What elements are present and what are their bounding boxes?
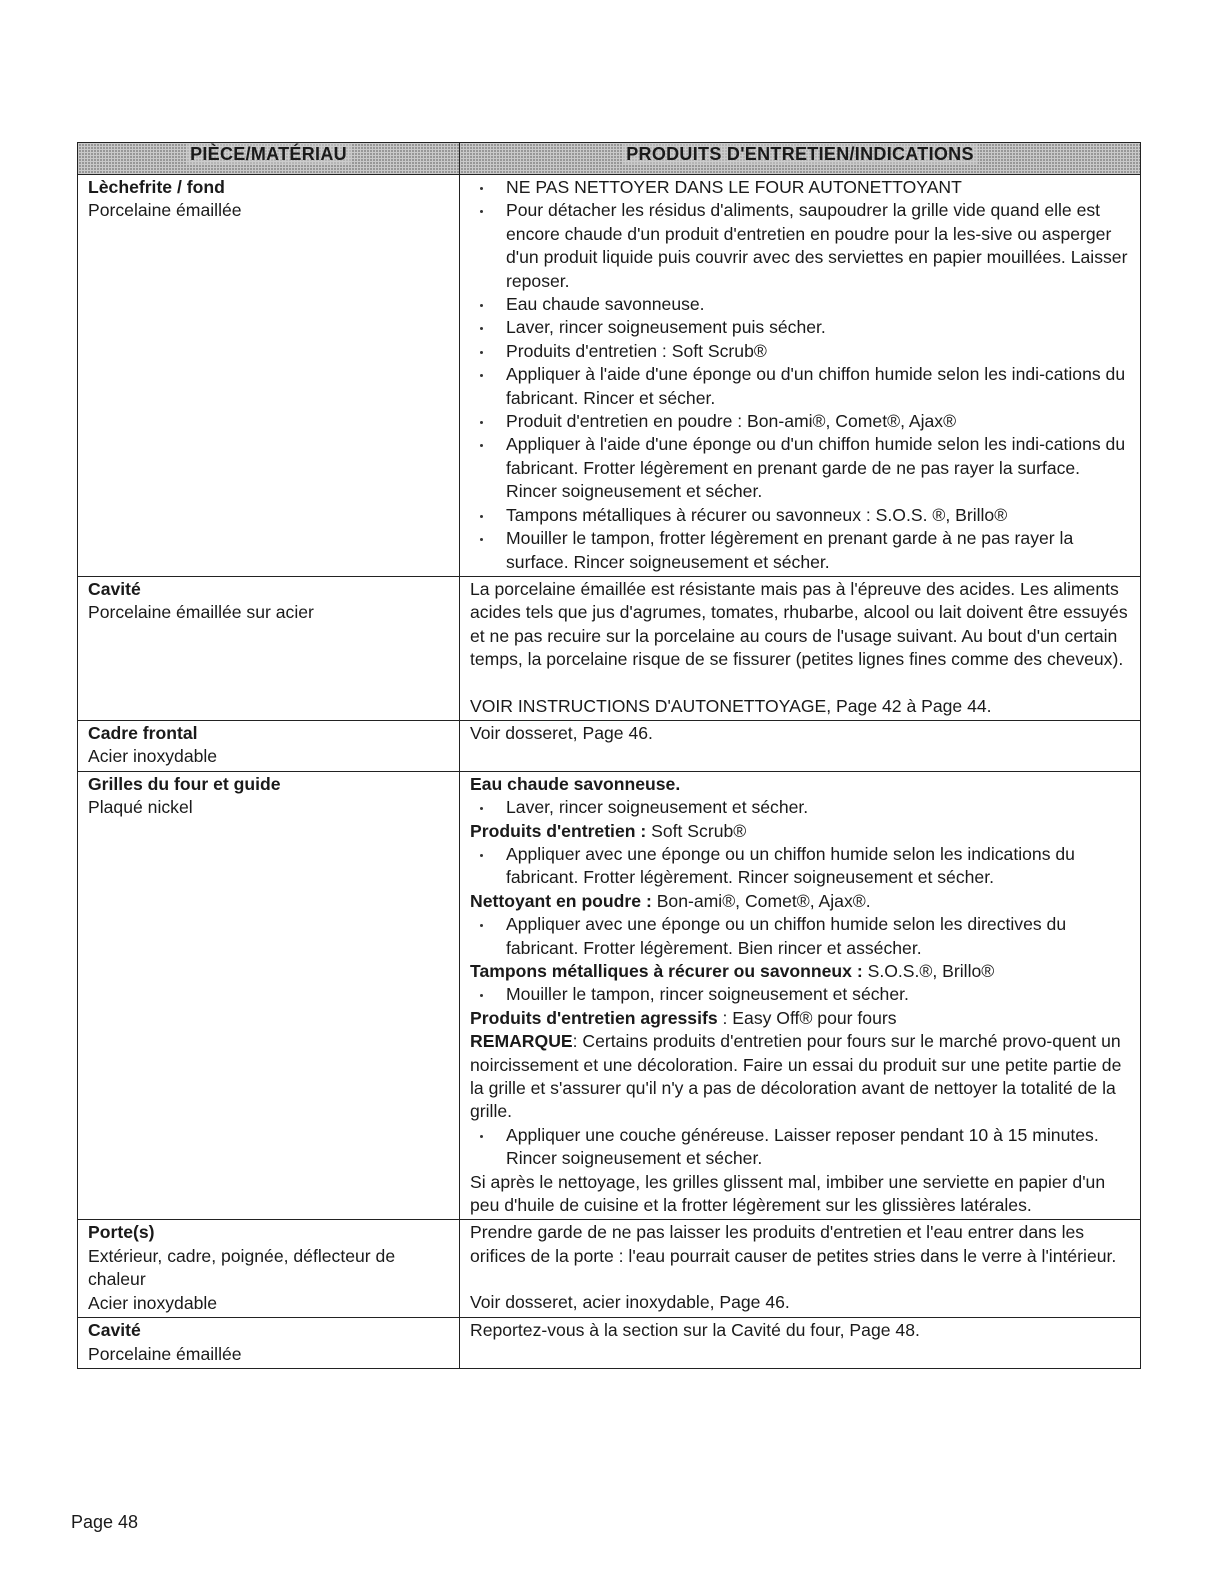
section-heading: Eau chaude savonneuse.: [470, 773, 681, 794]
table-row: [78, 720, 1141, 771]
list-item: Mouiller le tampon, frotter légèrement en prenant garde à ne pas rayer la surface. Rincer soigneusement et sécher.: [470, 527, 1132, 574]
instruction-paragraph: Voir dosseret, acier inoxydable, Page 46.: [470, 1292, 790, 1313]
instructions-cell: [460, 1220, 1141, 1318]
table-row: [78, 576, 1141, 720]
table-row: [78, 175, 1141, 577]
section-heading: Tampons métalliques à récurer ou savonneux : S.O.S.®, Brillo®: [470, 961, 995, 981]
instructions-cell: [460, 771, 1141, 1220]
instruction-paragraph: La porcelaine émaillée est résistante mais pas à l'épreuve des acides. Les aliments acides tels que jus d'agrumes, tomates, rhubarbe, alcool ou lait doivent être essuyés et ne pas recuire sur la porcelaine au cours de l'usage suivant. Au bout d'un certain temps, la porcelaine risque de se fissurer (petites lignes fines comme des cheveux).: [470, 578, 1128, 670]
table-row: [78, 771, 1141, 1220]
part-name: Lèchefrite / fond: [88, 177, 225, 197]
part-material: Plaqué nickel: [88, 797, 193, 818]
list-item: Laver, rincer soigneusement puis sécher.: [470, 316, 1132, 339]
list-item: Appliquer à l'aide d'une éponge ou d'un chiffon humide selon les indi-cations du fabricant. Frotter légèrement en prenant garde de ne pas rayer la surface. Rincer soigneusement et sécher.: [470, 433, 1132, 503]
list-item: Appliquer une couche généreuse. Laisser reposer pendant 10 à 15 minutes. Rincer soigneusement et sécher.: [470, 1124, 1132, 1171]
part-material: Porcelaine émaillée: [88, 200, 242, 221]
instructions-cell: [460, 576, 1141, 720]
instruction-paragraph: Reportez-vous à la section sur la Cavité du four, Page 48.: [470, 1320, 920, 1341]
header-piece-materiau: PIÈCE/MATÉRIAU: [78, 143, 460, 175]
table-row: [78, 1220, 1141, 1318]
part-name: Grilles du four et guide: [88, 773, 281, 794]
page-number: Page 48: [71, 1512, 139, 1532]
list-item: Laver, rincer soigneusement et sécher.: [470, 796, 1132, 819]
list-item: Eau chaude savonneuse.: [470, 293, 1132, 316]
part-cell: [78, 1318, 460, 1369]
section-heading: Produits d'entretien agressifs : Easy Off® pour fours: [470, 1007, 897, 1028]
instructions-cell: [460, 175, 1141, 577]
header-produits-entretien: PRODUITS D'ENTRETIEN/INDICATIONS: [460, 143, 1141, 175]
part-cell: [78, 720, 460, 771]
part-cell: [78, 576, 460, 720]
section-heading: Produits d'entretien : Soft Scrub®: [470, 820, 747, 841]
list-item: Appliquer avec une éponge ou un chiffon humide selon les directives du fabricant. Frotter légèrement. Bien rincer et assécher.: [470, 913, 1132, 960]
part-cell: [78, 1220, 460, 1318]
part-material: Porcelaine émaillée: [88, 1343, 242, 1364]
instruction-paragraph: Voir dosseret, Page 46.: [470, 722, 653, 743]
part-material: Acier inoxydable: [88, 746, 218, 767]
part-name: Cadre frontal: [88, 722, 198, 743]
part-cell: [78, 175, 460, 577]
part-material: Extérieur, cadre, poignée, déflecteur de chaleur: [88, 1245, 396, 1290]
instructions-cell: [460, 1318, 1141, 1369]
part-material: Porcelaine émaillée sur acier: [88, 602, 314, 623]
instruction-paragraph: Prendre garde de ne pas laisser les produits d'entretien et l'eau entrer dans les orifices de la porte : l'eau pourrait causer de petites stries dans le verre à l'intérieur.: [470, 1222, 1117, 1266]
instruction-paragraph: VOIR INSTRUCTIONS D'AUTONETTOYAGE, Page 42 à Page 44.: [470, 695, 992, 716]
part-material: Acier inoxydable: [88, 1292, 218, 1313]
list-item: Produit d'entretien en poudre : Bon-ami®, Comet®, Ajax®: [470, 410, 1132, 433]
list-item: Appliquer avec une éponge ou un chiffon humide selon les indications du fabricant. Frotter légèrement. Rincer soigneusement et sécher.: [470, 843, 1132, 890]
instructions-cell: [460, 720, 1141, 771]
part-name: Cavité: [88, 578, 141, 599]
list-item: Tampons métalliques à récurer ou savonneux : S.O.S. ®, Brillo®: [470, 504, 1132, 527]
part-cell: [78, 771, 460, 1220]
list-item: NE PAS NETTOYER DANS LE FOUR AUTONETTOYANT: [470, 176, 1132, 199]
list-item: Mouiller le tampon, rincer soigneusement et sécher.: [470, 983, 1132, 1006]
table-header-row: [78, 143, 1141, 175]
list-item: Appliquer à l'aide d'une éponge ou d'un chiffon humide selon les indi-cations du fabricant. Rincer et sécher.: [470, 363, 1132, 410]
part-name: Porte(s): [88, 1222, 155, 1243]
table-row: [78, 1318, 1141, 1369]
list-item: Pour détacher les résidus d'aliments, saupoudrer la grille vide quand elle est encore chaude d'un produit d'entretien en poudre pour la les-sive ou asperger d'un produit liquide puis couvrir avec des serviettes en papier mouillées. Laisser reposer.: [470, 199, 1132, 293]
instruction-paragraph: Si après le nettoyage, les grilles glissent mal, imbiber une serviette en papier d'un peu d'huile de cuisine et la frotter légèrement sur les glissières latérales.: [470, 1171, 1106, 1216]
section-heading: Nettoyant en poudre : Bon-ami®, Comet®, Ajax®.: [470, 890, 871, 911]
list-item: Produits d'entretien : Soft Scrub®: [470, 340, 1132, 363]
cleaning-table: [77, 142, 1141, 1369]
note-paragraph: REMARQUE: Certains produits d'entretien pour fours sur le marché provo-quent un noircissement et une décoloration. Faire un essai du produit sur une petite partie de la grille et s'assurer qu'il n'y a pas de décoloration avant de nettoyer la totalité de la grille.: [470, 1031, 1122, 1122]
part-name: Cavité: [88, 1320, 141, 1341]
